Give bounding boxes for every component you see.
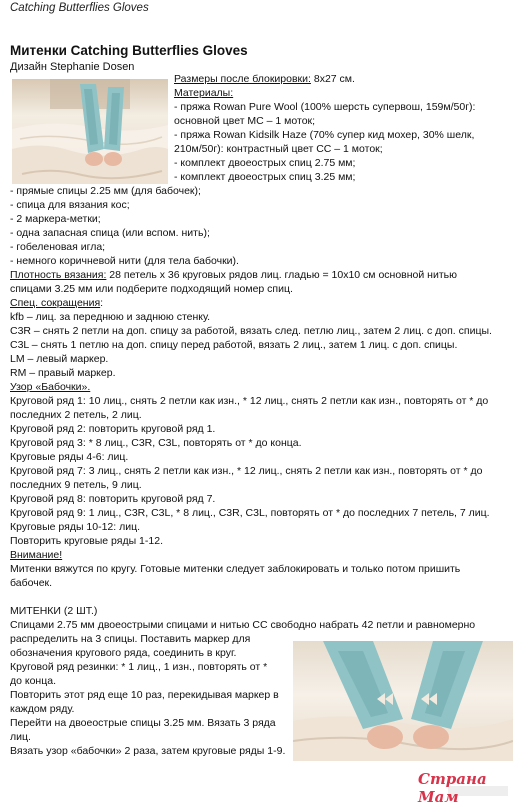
materials-line: - немного коричневой нити (для тела бабочки).	[10, 255, 239, 267]
sizes-value: 8x27 см.	[310, 73, 355, 85]
gauge-line	[10, 269, 457, 282]
pattern-line: Круговой ряд 2: повторить круговой ряд 1.	[10, 423, 216, 435]
pattern-line: Круговой ряд 8: повторить круговой ряд 7.	[10, 493, 216, 505]
photo-gloves-skirt	[12, 79, 168, 184]
mittens-line: каждом ряду.	[10, 703, 75, 715]
mittens-line: Перейти на двоеострые спицы 3.25 мм. Вязать 3 ряда	[10, 717, 276, 729]
pattern-line: последних 9 петель, 9 лиц.	[10, 479, 142, 491]
materials-line: - спица для вязания кос;	[10, 199, 130, 211]
photo-gloves-skirt-drawing	[12, 79, 168, 184]
abbr-heading	[10, 297, 103, 310]
mittens-line: обозначения кругового ряда, соединить в круг.	[10, 647, 237, 659]
materials-line: - комплект двоеострых спиц 3.25 мм;	[174, 171, 356, 183]
gauge-label: Плотность вязания:	[10, 269, 107, 281]
mittens-line: до конца.	[10, 675, 57, 687]
abbr-line: C3R – снять 2 петли на доп. спицу за работой, вязать след. петлю лиц., затем 2 лиц. с доп. спицы.	[10, 325, 492, 337]
note-line: Митенки вяжутся по кругу. Готовые митенки следует заблокировать и только потом пришить	[10, 563, 461, 575]
mittens-line: распределить на 3 спицы. Поставить маркер для	[10, 633, 251, 645]
pattern-line: Повторить круговые ряды 1-12.	[10, 535, 163, 547]
materials-line: - прямые спицы 2.25 мм (для бабочек);	[10, 185, 201, 197]
mittens-line: Вязать узор «бабочки» 2 раза, затем круговые ряды 1-9.	[10, 745, 286, 757]
abbr-line: LM – левый маркер.	[10, 353, 109, 365]
materials-line: - одна запасная спица (или вспом. нить);	[10, 227, 210, 239]
gauge-line: спицами 3.25 мм или подберите подходящий номер спиц.	[10, 283, 293, 295]
mittens-line: Повторить этот ряд еще 10 раз, перекидывая маркер в	[10, 689, 279, 701]
note-label: Внимание!	[10, 549, 63, 561]
abbr-colon: :	[100, 297, 104, 309]
photo-gloves-hands	[293, 641, 513, 761]
gauge-text: 28 петель х 36 круговых рядов лиц. гладью = 10x10 см основной нитью	[106, 269, 457, 281]
photo-gloves-hands-drawing	[293, 641, 513, 761]
mittens-line: Спицами 2.75 мм двоеострыми спицами и нитью СС свободно набрать 42 петли и равномерно	[10, 619, 476, 631]
abbr-line: kfb – лиц. за переднюю и заднюю стенку.	[10, 311, 211, 323]
pattern-line: Круговые ряды 10-12: лиц.	[10, 521, 141, 533]
mittens-line: лиц.	[10, 731, 31, 743]
pattern-line: Круговой ряд 7: 3 лиц., снять 2 петли как изн., * 12 лиц., снять 2 петли как изн., повторять от * до	[10, 465, 483, 477]
materials-line: 210м/50г): контрастный цвет СС – 1 моток;	[174, 143, 383, 155]
pattern-line: Круговой ряд 3: * 8 лиц., C3R, C3L, повторять от * до конца.	[10, 437, 302, 449]
materials-label: Материалы:	[174, 87, 234, 99]
pattern-line: Круговые ряды 4-6: лиц.	[10, 451, 129, 463]
sizes-label: Размеры после блокировки:	[174, 73, 311, 85]
abbr-line: C3L – снять 1 петлю на доп. спицу перед работой, вязать 2 лиц., затем 1 лиц. с доп. спицы.	[10, 339, 458, 351]
mittens-line: Круговой ряд резинки: * 1 лиц., 1 изн., повторять от *	[10, 661, 268, 673]
materials-line: - комплект двоеострых спиц 2.75 мм;	[174, 157, 356, 169]
abbr-label: Спец. сокращения	[10, 297, 101, 309]
materials-line: - гобеленовая игла;	[10, 241, 106, 253]
watermark-logo: Страна Мам	[418, 770, 487, 806]
pattern-label: Узор «Бабочки».	[10, 381, 91, 393]
designer-credit: Дизайн Stephanie Dosen	[10, 61, 135, 73]
document-header: Catching Butterflies Gloves	[10, 2, 149, 14]
document-title: Митенки Catching Butterflies Gloves	[10, 43, 248, 58]
note-line: бабочек.	[10, 577, 53, 589]
materials-line: - 2 маркера-метки;	[10, 213, 101, 225]
abbr-line: RM – правый маркер.	[10, 367, 116, 379]
pattern-line: Круговой ряд 9: 1 лиц., C3R, C3L, * 8 лиц., C3R, C3L, повторять от * до последних 7 петель, 7 лиц.	[10, 507, 490, 519]
sizes-line	[174, 73, 355, 86]
materials-line: - пряжа Rowan Pure Wool (100% шерсть супервош, 159м/50г):	[174, 101, 476, 113]
pattern-line: Круговой ряд 1: 10 лиц., снять 2 петли как изн., * 12 лиц., снять 2 петли как изн., повторять от * до	[10, 395, 489, 407]
mittens-heading: МИТЕНКИ (2 ШТ.)	[10, 605, 98, 617]
materials-line: - пряжа Rowan Kidsilk Haze (70% супер кид мохер, 30% шелк,	[174, 129, 475, 141]
pattern-line: последних 2 петель, 2 лиц.	[10, 409, 142, 421]
materials-line: основной цвет МС – 1 моток;	[174, 115, 316, 127]
